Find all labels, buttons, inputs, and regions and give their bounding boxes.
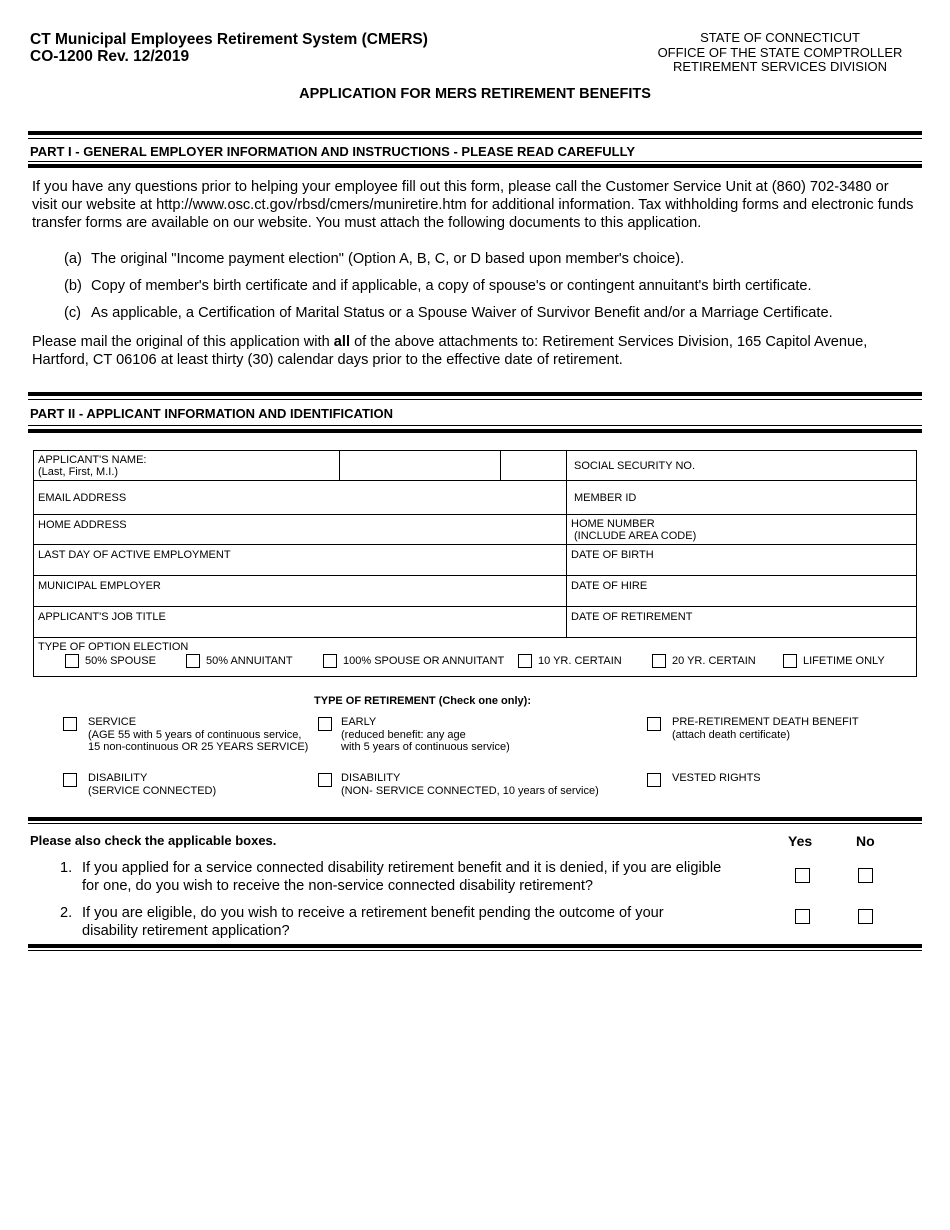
- divider: [28, 131, 922, 135]
- divider: [28, 138, 922, 139]
- system-name: CT Municipal Employees Retirement System (CMERS): [30, 31, 428, 48]
- q1-no-checkbox[interactable]: [858, 868, 873, 883]
- date-of-birth-field[interactable]: DATE OF BIRTH: [567, 545, 917, 576]
- agency-block: [650, 31, 910, 75]
- option-100-spouse-annuitant[interactable]: 100% SPOUSE OR ANNUITANT: [323, 654, 504, 668]
- item-text: Copy of member's birth certificate and if applicable, a copy of spouse's or contingent annuitant's birth certificate.: [91, 278, 812, 294]
- q2-yes-checkbox[interactable]: [795, 909, 810, 924]
- checkbox[interactable]: [63, 773, 77, 787]
- checkbox[interactable]: [318, 773, 332, 787]
- item-label: (c): [64, 305, 82, 321]
- yes-header: Yes: [788, 833, 813, 849]
- checkbox[interactable]: [652, 654, 666, 668]
- checkbox[interactable]: [65, 654, 79, 668]
- option-lifetime-only[interactable]: LIFETIME ONLY: [783, 654, 885, 668]
- divider: [28, 161, 922, 162]
- applicant-name-field[interactable]: APPLICANT'S NAME: (Last, First, M.I.): [34, 451, 340, 481]
- item-text: The original "Income payment election" (Option A, B, C, or D based upon member's choice).: [91, 251, 685, 267]
- option-20-yr-certain[interactable]: 20 YR. CERTAIN: [652, 654, 756, 668]
- option-election-field: TYPE OF OPTION ELECTION: [34, 638, 917, 677]
- checkbox[interactable]: [783, 654, 797, 668]
- checkbox[interactable]: [186, 654, 200, 668]
- member-id-field[interactable]: MEMBER ID: [567, 481, 917, 515]
- divider: [28, 392, 922, 396]
- form-number: CO-1200 Rev. 12/2019: [30, 48, 190, 65]
- attachment-item: [64, 304, 914, 322]
- attachment-item: [64, 277, 914, 295]
- part1-title: PART I - GENERAL EMPLOYER INFORMATION AND INSTRUCTIONS - PLEASE READ CAREFULLY: [30, 144, 636, 159]
- home-address-field[interactable]: HOME ADDRESS: [34, 515, 567, 545]
- checkbox[interactable]: [323, 654, 337, 668]
- applicant-name-mi-field[interactable]: [501, 451, 567, 481]
- agency-line-3: RETIREMENT SERVICES DIVISION: [672, 59, 888, 74]
- attachment-item: [64, 250, 914, 268]
- question-number: 2.: [60, 905, 73, 921]
- divider: [28, 817, 922, 821]
- email-field[interactable]: EMAIL ADDRESS: [34, 481, 567, 515]
- question-text: If you are eligible, do you wish to receive a retirement benefit pending the outcome of your disability retirement application?: [82, 905, 664, 939]
- applicant-info-table: [33, 450, 917, 677]
- option-50-spouse[interactable]: 50% SPOUSE: [65, 654, 156, 668]
- checkbox[interactable]: [63, 717, 77, 731]
- agency-line-2: OFFICE OF THE STATE COMPTROLLER: [657, 44, 903, 60]
- part1-intro: If you have any questions prior to helping your employee fill out this form, please call the Customer Service Unit at (860) 702-3480 or visit our website at http://www.osc.ct.gov/rbsd/cmers/muniretire.htm for additional information. Tax withholding forms and electronic funds transfer forms are available on our website. You must attach the following documents to this application.: [32, 179, 914, 231]
- form-header-left: [30, 31, 428, 65]
- municipal-employer-field[interactable]: MUNICIPAL EMPLOYER: [34, 576, 567, 607]
- divider: [28, 429, 922, 433]
- item-text: As applicable, a Certification of Marital Status or a Spouse Waiver of Survivor Benefit and/or a Marriage Certificate.: [91, 305, 833, 321]
- checkbox[interactable]: [518, 654, 532, 668]
- question-text: If you applied for a service connected disability retirement benefit and it is denied, if you are eligible for one, do you wish to receive the non-service connected disability retirement?: [82, 860, 722, 894]
- checkbox[interactable]: [647, 717, 661, 731]
- option-50-annuitant[interactable]: 50% ANNUITANT: [186, 654, 293, 668]
- date-of-hire-field[interactable]: DATE OF HIRE: [567, 576, 917, 607]
- checkbox[interactable]: [318, 717, 332, 731]
- home-number-field[interactable]: HOME NUMBER (INCLUDE AREA CODE): [567, 515, 917, 545]
- divider: [28, 823, 922, 824]
- divider: [28, 944, 922, 948]
- agency-line-1: STATE OF CONNECTICUT: [700, 30, 860, 45]
- item-label: (b): [64, 278, 82, 294]
- applicant-name-first-field[interactable]: [340, 451, 501, 481]
- mail-instructions: Please mail the original of this application with all of the above attachments to: Retirement Services Division, 165 Capitol Avenue, Hartford, CT 06106 at least thirty (30) calendar days prior to the effective date of retirement.: [32, 334, 868, 368]
- divider: [28, 425, 922, 426]
- date-of-retirement-field[interactable]: DATE OF RETIREMENT: [567, 607, 917, 638]
- divider: [28, 950, 922, 951]
- divider: [28, 399, 922, 400]
- questions-heading: Please also check the applicable boxes.: [30, 833, 277, 848]
- no-header: No: [856, 833, 875, 849]
- question-number: 1.: [60, 860, 73, 876]
- part2-title: PART II - APPLICANT INFORMATION AND IDENTIFICATION: [30, 406, 394, 421]
- form-title: APPLICATION FOR MERS RETIREMENT BENEFITS: [299, 86, 651, 102]
- q1-yes-checkbox[interactable]: [795, 868, 810, 883]
- ssn-field[interactable]: SOCIAL SECURITY NO.: [567, 451, 917, 481]
- q2-no-checkbox[interactable]: [858, 909, 873, 924]
- option-10-yr-certain[interactable]: 10 YR. CERTAIN: [518, 654, 622, 668]
- divider: [28, 164, 922, 168]
- item-label: (a): [64, 251, 82, 267]
- last-day-field[interactable]: LAST DAY OF ACTIVE EMPLOYMENT: [34, 545, 567, 576]
- checkbox[interactable]: [647, 773, 661, 787]
- retirement-type-heading: TYPE OF RETIREMENT (Check one only):: [314, 695, 531, 707]
- job-title-field[interactable]: APPLICANT'S JOB TITLE: [34, 607, 567, 638]
